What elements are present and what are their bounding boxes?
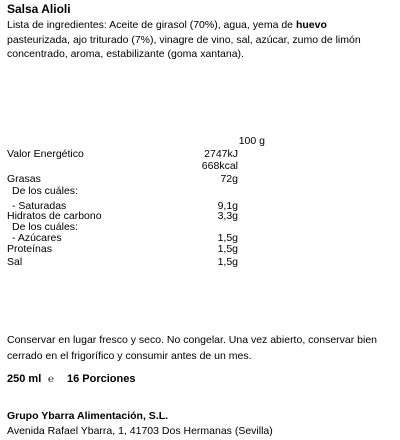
- ingredients-text-start: Lista de ingredientes: Aceite de girasol (70%), agua, yema de: [7, 19, 296, 31]
- nutrition-label: De los cuáles:: [12, 221, 78, 233]
- nutrition-label: Sal: [7, 256, 23, 268]
- nutrition-value: 668kcal: [201, 160, 238, 172]
- nutrition-value: 1,5g: [217, 232, 238, 244]
- nutrition-column-header: 100 g: [238, 135, 265, 147]
- product-title: Salsa Alioli: [7, 2, 71, 16]
- nutrition-row-energy-kcal: [0, 159, 400, 173]
- nutrition-value: 2747kJ: [204, 148, 238, 160]
- portions-count: 16 Porciones: [67, 373, 136, 385]
- nutrition-label: Valor Energético: [7, 148, 84, 160]
- storage-instructions: Conservar en lugar fresco y seco. No congelar. Una vez abierto, conservar bien cerrado en el frigorífico y consumir antes de un mes.: [7, 334, 378, 362]
- nutrition-value: 9,1g: [217, 200, 238, 212]
- manufacturer-address: Avenida Rafael Ybarra, 1, 41703 Dos Hermanas (Sevilla): [7, 425, 273, 437]
- nutrition-row-protein: [0, 242, 400, 256]
- nutrition-label: - Saturadas: [12, 200, 67, 212]
- nutrition-value: 1,5g: [217, 243, 238, 255]
- nutrition-label: Proteínas: [7, 243, 52, 255]
- nutrition-row-of-which: [0, 184, 400, 198]
- manufacturer-name: Grupo Ybarra Alimentación, S.L.: [7, 410, 169, 422]
- nutrition-value: 1,5g: [217, 256, 238, 268]
- allergen-highlight: huevo: [295, 19, 327, 31]
- ingredients-text-end: pasteurizada, ajo triturado (7%), vinagre de vino, sal, azúcar, zumo de limón concentrado, aroma, estabilizante (goma xantana).: [7, 33, 361, 60]
- nutrition-value: 72g: [220, 173, 238, 185]
- nutrition-label: - Azúcares: [12, 232, 62, 244]
- estimated-sign-icon: ℮: [48, 374, 55, 385]
- ingredients-list: [7, 18, 391, 62]
- nutrition-label: De los cuáles:: [12, 185, 78, 197]
- nutrition-row-salt: [0, 255, 400, 269]
- nutrition-value: 3,3g: [217, 210, 238, 222]
- package-volume: 250 ml: [7, 373, 42, 385]
- nutrition-label: Grasas: [7, 173, 41, 185]
- nutrition-label: Hidratos de carbono: [7, 210, 102, 222]
